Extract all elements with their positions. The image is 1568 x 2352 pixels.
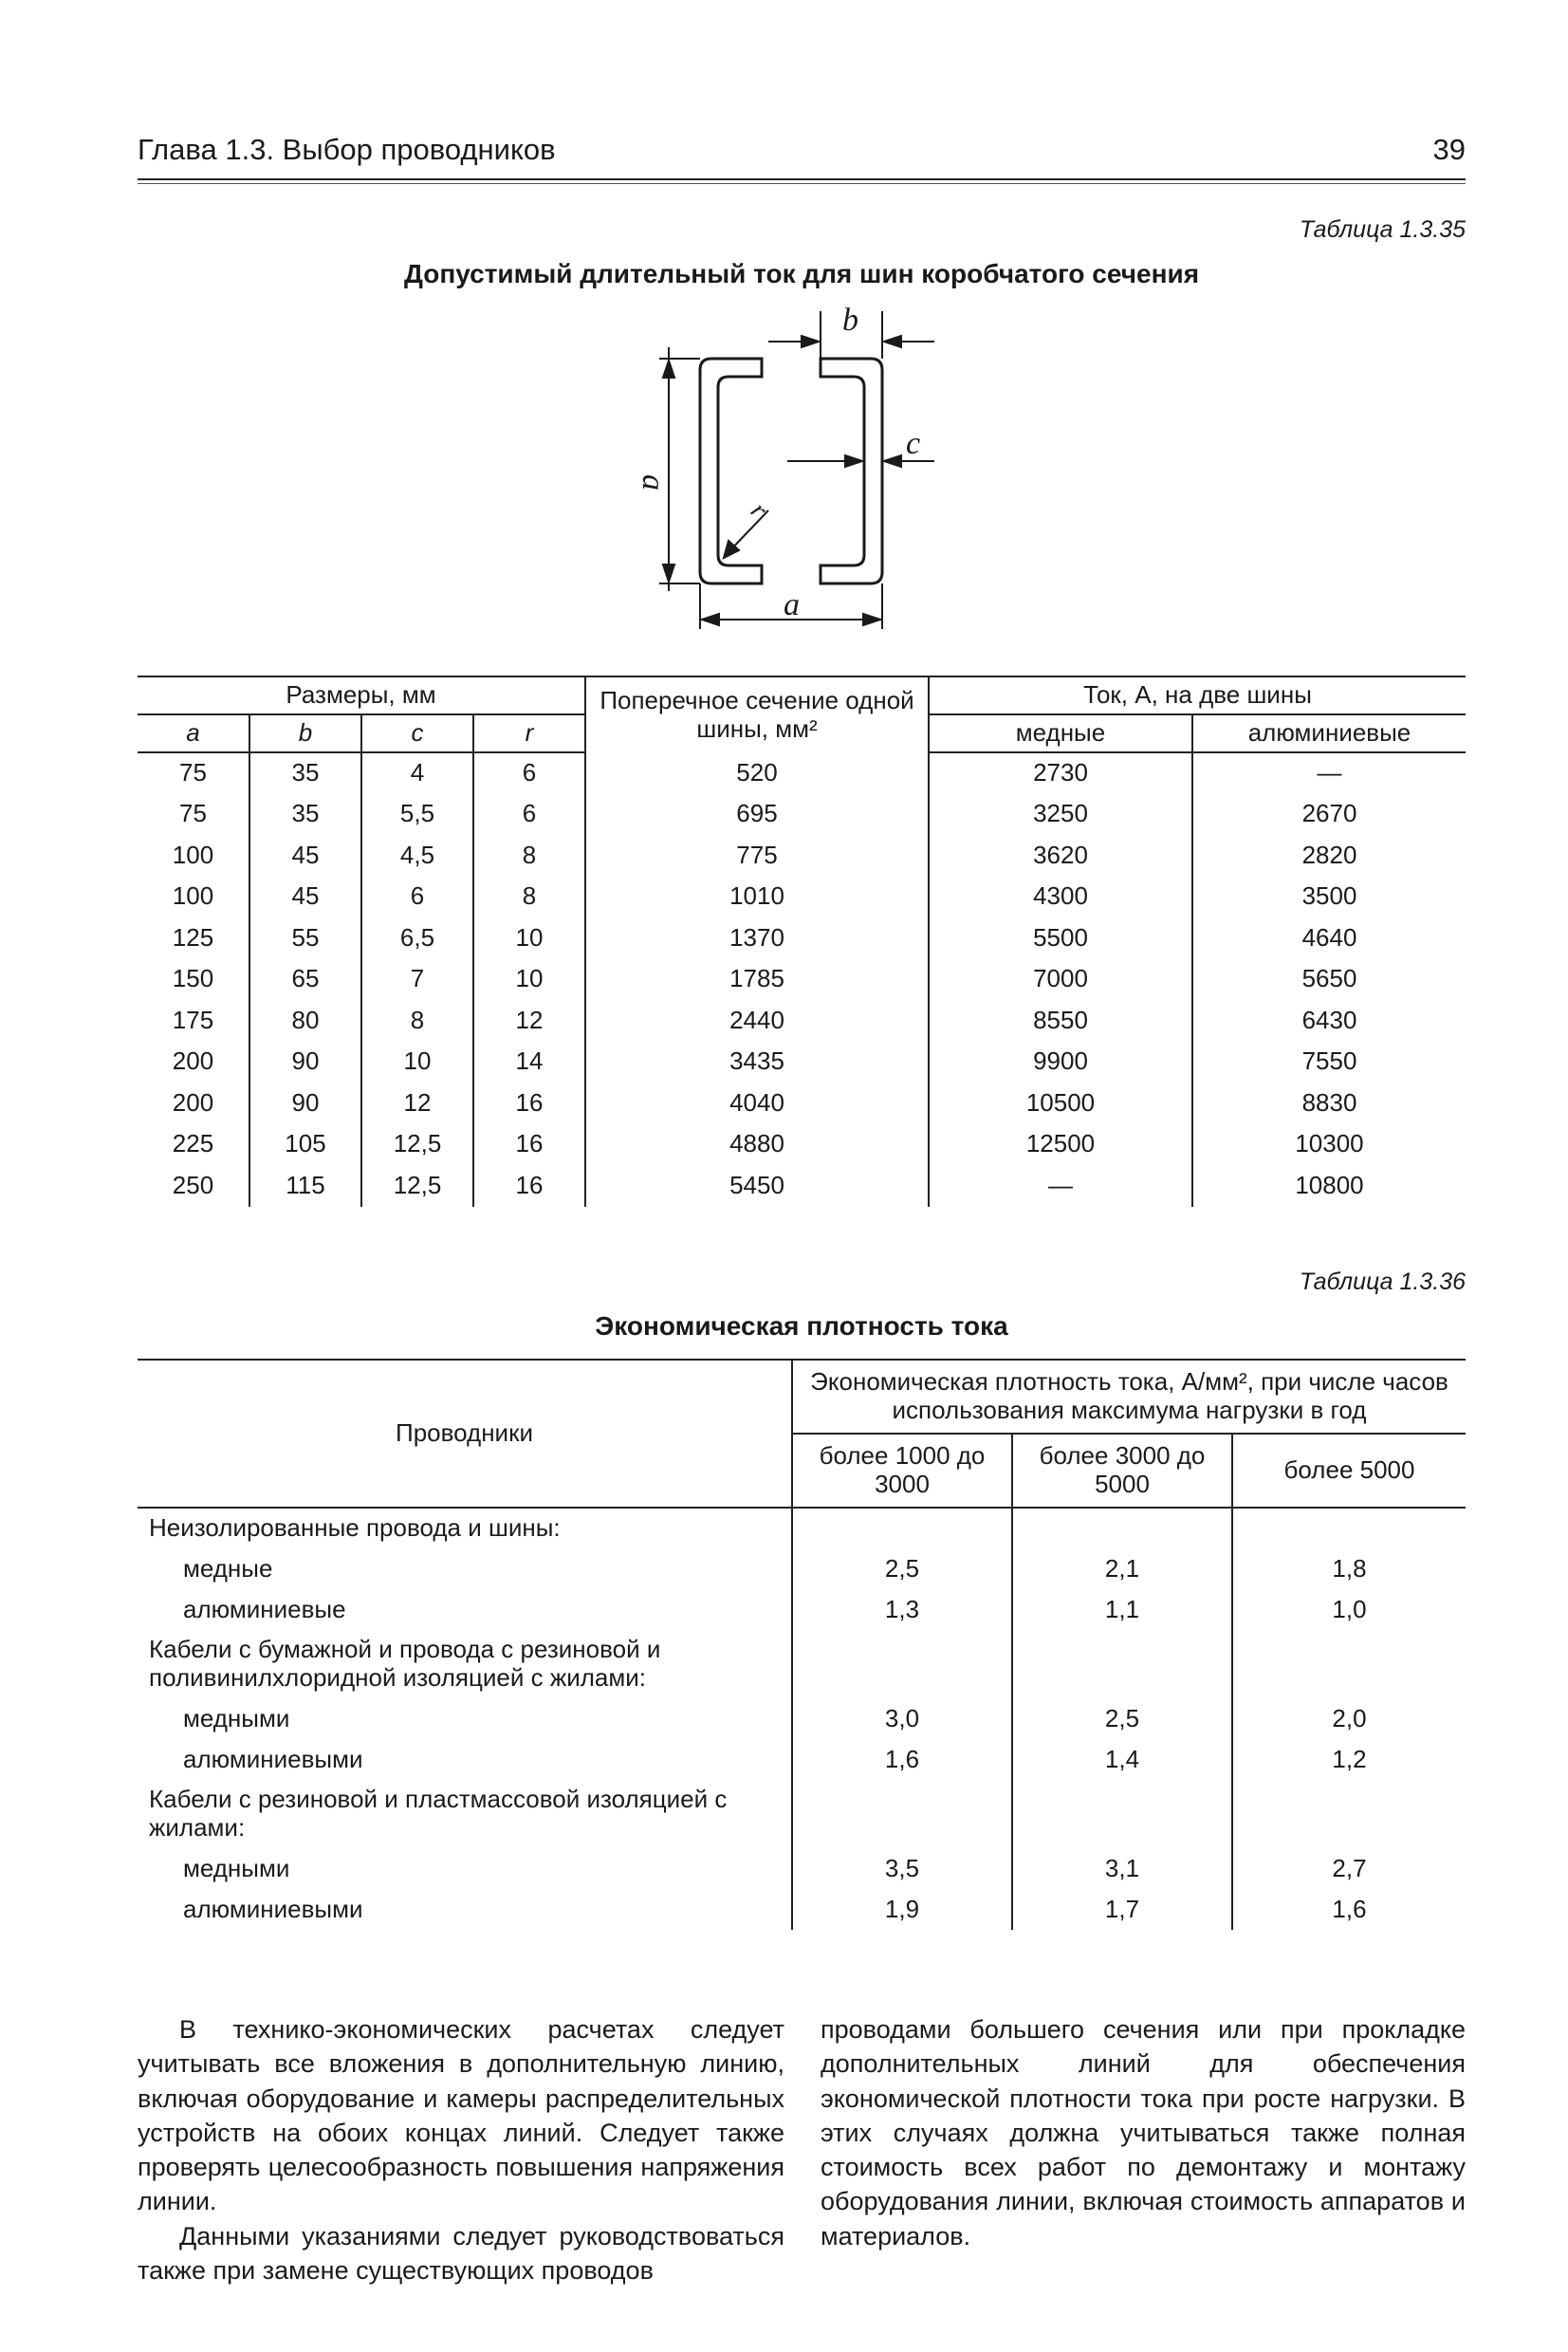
table-cell: 200 (172, 1087, 214, 1117)
paragraph: Данными указаниями следует руководствоваться также при замене существующих проводов (138, 2221, 784, 2286)
table-cell: 100 (172, 840, 214, 869)
paragraph: В технико-экономических расчетах следует учитывать все вложения в дополнительную линию, включая оборудование и камеры распределительных устройств на обоих концах линий. Следует также проверять целесообразность повышения напряжения линии. (138, 2015, 784, 2216)
empty-cell (792, 1630, 1012, 1698)
table-cell: 5650 (1192, 959, 1466, 1001)
table-cell: 3250 (929, 794, 1192, 836)
table-cell: 35 (249, 794, 361, 836)
table-cell: 150 (172, 964, 214, 993)
conductor-name: медными (183, 1853, 290, 1882)
table-cell: 45 (249, 877, 361, 918)
table-cell: 16 (473, 1083, 585, 1124)
table-cell: 115 (249, 1165, 361, 1207)
group-title: Неизолированные провода и шины: (149, 1513, 561, 1543)
body-column-right (821, 2012, 1466, 2253)
table-cell: 90 (249, 1042, 361, 1083)
empty-cell (792, 1780, 1012, 1848)
density-value: 2,5 (792, 1548, 1012, 1589)
table-cell: — (1192, 752, 1466, 794)
th-range2: более 3000 до 5000 (1012, 1434, 1232, 1508)
table-cell: 35 (249, 752, 361, 794)
table-cell: 65 (249, 959, 361, 1001)
chapter-title: Глава 1.3. Выбор проводников (138, 133, 556, 166)
table-row (138, 917, 1466, 959)
density-value: 1,0 (1232, 1589, 1466, 1630)
table-cell: 100 (172, 881, 214, 911)
conductor-name: алюминиевыми (183, 1894, 363, 1923)
table-cell: 4880 (585, 1124, 929, 1166)
table-row (138, 1548, 1466, 1589)
table-cell: 2820 (1192, 835, 1466, 877)
running-header (138, 133, 1466, 171)
table-cell: 8 (361, 1000, 473, 1042)
table-economic-density (138, 1359, 1466, 1930)
density-value: 3,0 (792, 1698, 1012, 1739)
table-cell: 8830 (1192, 1083, 1466, 1124)
table-row (138, 835, 1466, 877)
density-value: 1,7 (1012, 1889, 1232, 1930)
table-row (138, 1848, 1466, 1889)
table-cell: 75 (179, 758, 207, 787)
table-cell: 7 (361, 959, 473, 1001)
density-value: 3,5 (792, 1848, 1012, 1889)
table-cell: 4300 (929, 877, 1192, 918)
conductor-name: алюминиевыми (183, 1744, 363, 1773)
table-cell: 8550 (929, 1000, 1192, 1042)
empty-cell (1232, 1780, 1466, 1848)
table-row (138, 1698, 1466, 1739)
th-range3: более 5000 (1232, 1434, 1466, 1508)
table-cell: 10 (473, 959, 585, 1001)
table-cell: 3620 (929, 835, 1192, 877)
table-row (138, 1000, 1466, 1042)
th-aluminium: алюминиевые (1192, 714, 1466, 752)
page-number: 39 (1432, 133, 1466, 166)
table-cell: 1785 (585, 959, 929, 1001)
table-cell: 55 (249, 917, 361, 959)
conductor-name: медными (183, 1703, 290, 1732)
body-column-left (138, 2012, 784, 2287)
table-cell: 45 (249, 835, 361, 877)
density-value: 1,2 (1232, 1739, 1466, 1780)
table-cell: 10 (361, 1042, 473, 1083)
label-b: b (842, 303, 858, 338)
table-cell: — (929, 1165, 1192, 1207)
header-rule-thin (138, 183, 1466, 184)
table-cell: 225 (172, 1129, 214, 1158)
group-title: Кабели с резиновой и пластмассовой изоляцией с жилами: (149, 1785, 728, 1842)
table-cell: 12500 (929, 1124, 1192, 1166)
table-cell: 1370 (585, 917, 929, 959)
empty-cell (1232, 1508, 1466, 1548)
table-cell: 14 (473, 1042, 585, 1083)
table-cell: 16 (473, 1165, 585, 1207)
table-row (138, 877, 1466, 918)
label-a-vertical: a (636, 474, 671, 491)
right-channel-shape (821, 359, 882, 583)
th-cross-section: Поперечное сечение одной шины, мм² (585, 676, 929, 752)
table-cell: 250 (172, 1170, 214, 1199)
th-c: c (361, 714, 473, 752)
label-r: r (745, 496, 773, 525)
conductor-name: медные (183, 1553, 273, 1583)
density-value: 2,7 (1232, 1848, 1466, 1889)
busbar-figure (607, 302, 987, 643)
table-cell: 6 (473, 794, 585, 836)
table-cell: 5,5 (361, 794, 473, 836)
table2-label: Таблица 1.3.36 (1299, 1269, 1466, 1295)
table-row (138, 794, 1466, 836)
table1-label: Таблица 1.3.35 (1299, 216, 1466, 243)
table-row (138, 1083, 1466, 1124)
table-row (138, 1042, 1466, 1083)
table-cell: 1010 (585, 877, 929, 918)
label-a-horizontal: a (784, 587, 800, 622)
th-r: r (473, 714, 585, 752)
table-cell: 10800 (1192, 1165, 1466, 1207)
table-cell: 3500 (1192, 877, 1466, 918)
density-value: 2,0 (1232, 1698, 1466, 1739)
th-range1: более 1000 до 3000 (792, 1434, 1012, 1508)
density-value: 2,1 (1012, 1548, 1232, 1589)
density-value: 1,4 (1012, 1739, 1232, 1780)
th-copper: медные (929, 714, 1192, 752)
table2-title: Экономическая плотность тока (595, 1311, 1008, 1341)
table-cell: 10300 (1192, 1124, 1466, 1166)
density-value: 2,5 (1012, 1698, 1232, 1739)
table-cell: 8 (473, 877, 585, 918)
table-cell: 8 (473, 835, 585, 877)
table-cell: 12,5 (361, 1165, 473, 1207)
header-rule (138, 178, 1466, 180)
table-cell: 5450 (585, 1165, 929, 1207)
table-cell: 520 (585, 752, 929, 794)
table-cell: 6430 (1192, 1000, 1466, 1042)
table-busbar-current (138, 676, 1466, 1207)
empty-cell (792, 1508, 1012, 1548)
empty-cell (1232, 1630, 1466, 1698)
table-cell: 3435 (585, 1042, 929, 1083)
table-cell: 6,5 (361, 917, 473, 959)
table-cell: 125 (172, 922, 214, 952)
table-row (138, 1889, 1466, 1930)
table-cell: 4040 (585, 1083, 929, 1124)
table-row (138, 1165, 1466, 1207)
density-value: 1,6 (1232, 1889, 1466, 1930)
table-cell: 10 (473, 917, 585, 959)
empty-cell (1012, 1630, 1232, 1698)
table-cell: 2670 (1192, 794, 1466, 836)
th-current-group: Ток, А, на две шины (929, 676, 1466, 714)
density-value: 1,1 (1012, 1589, 1232, 1630)
table-cell: 12 (361, 1083, 473, 1124)
table-cell: 4,5 (361, 835, 473, 877)
density-value: 1,9 (792, 1889, 1012, 1930)
density-value: 1,6 (792, 1739, 1012, 1780)
th-a: a (138, 714, 249, 752)
group-row (138, 1508, 1466, 1548)
empty-cell (1012, 1780, 1232, 1848)
table-row (138, 1589, 1466, 1630)
table-row (138, 1124, 1466, 1166)
table-row (138, 959, 1466, 1001)
table-cell: 695 (585, 794, 929, 836)
table-cell: 80 (249, 1000, 361, 1042)
table-cell: 9900 (929, 1042, 1192, 1083)
density-value: 3,1 (1012, 1848, 1232, 1889)
density-value: 1,8 (1232, 1548, 1466, 1589)
table-cell: 200 (172, 1046, 214, 1076)
table-cell: 75 (179, 799, 207, 828)
table-cell: 7000 (929, 959, 1192, 1001)
table-cell: 775 (585, 835, 929, 877)
group-row (138, 1780, 1466, 1848)
table-row (138, 1739, 1466, 1780)
th-b: b (249, 714, 361, 752)
table-cell: 5500 (929, 917, 1192, 959)
table-row (138, 752, 1466, 794)
table-cell: 175 (172, 1005, 214, 1034)
table-cell: 4 (361, 752, 473, 794)
label-c: c (906, 426, 921, 461)
table-cell: 12 (473, 1000, 585, 1042)
table-cell: 4640 (1192, 917, 1466, 959)
density-value: 1,3 (792, 1589, 1012, 1630)
table1-title: Допустимый длительный ток для шин коробчатого сечения (403, 259, 1200, 288)
group-row (138, 1630, 1466, 1698)
table-cell: 2440 (585, 1000, 929, 1042)
table-cell: 6 (361, 877, 473, 918)
table-cell: 6 (473, 752, 585, 794)
table-cell: 16 (473, 1124, 585, 1166)
th-dims-group: Размеры, мм (138, 676, 585, 714)
group-title: Кабели с бумажной и провода с резиновой и поливинилхлоридной изоляцией с жилами: (149, 1635, 661, 1692)
table-cell: 2730 (929, 752, 1192, 794)
table-cell: 7550 (1192, 1042, 1466, 1083)
table-cell: 12,5 (361, 1124, 473, 1166)
th-conductors: Проводники (138, 1360, 792, 1508)
table-cell: 10500 (929, 1083, 1192, 1124)
empty-cell (1012, 1508, 1232, 1548)
th-density-group: Экономическая плотность тока, А/мм², при числе часов использования максимума нагрузки в год (792, 1360, 1466, 1434)
conductor-name: алюминиевые (183, 1594, 346, 1623)
paragraph: проводами большего сечения или при прокладке дополнительных линий для обеспечения экономической плотности тока при росте нагрузки. В этих случаях должна учитываться также полная стоимость всех работ по демонтажу и монтажу оборудования линии, включая стоимость аппаратов и материалов. (821, 2015, 1466, 2250)
table-cell: 90 (249, 1083, 361, 1124)
table-cell: 105 (249, 1124, 361, 1166)
